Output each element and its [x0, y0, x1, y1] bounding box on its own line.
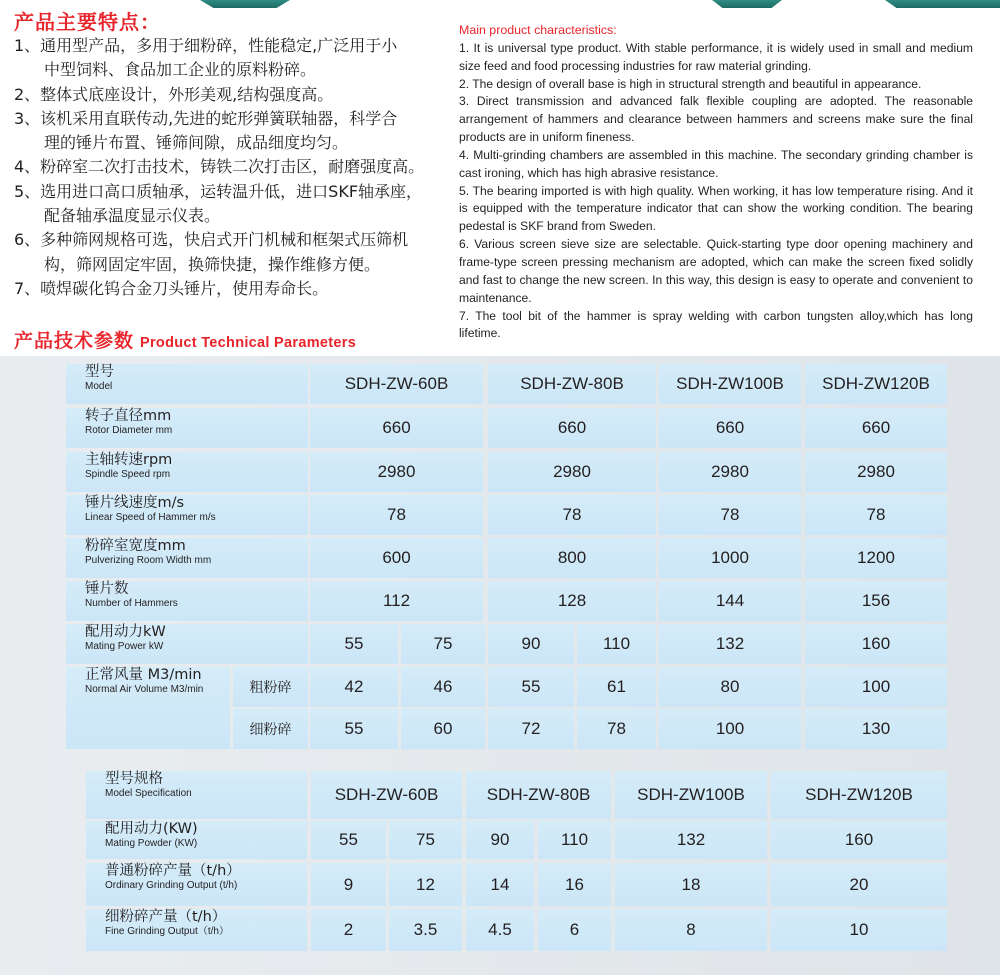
value-cell: 660 [659, 408, 801, 448]
feature-en-item: 7. The tool bit of the hammer is spray welding with carbon tungsten alloy,which has long lifetime. [459, 308, 973, 341]
feature-cn-line: 构，筛网固定牢固，换筛快捷，操作维修方便。 [44, 254, 381, 274]
value-cell: 16 [538, 863, 611, 906]
banner-fragment [885, 0, 1000, 8]
label-hammers [66, 581, 308, 621]
model-cell: SDH-ZW120B [805, 364, 947, 404]
params-table-2 [0, 762, 1000, 975]
value-cell: 46 [401, 667, 485, 707]
feature-cn-line: 2、整体式底座设计，外形美观,结构强度高。 [14, 84, 334, 104]
value-cell: 132 [659, 624, 801, 664]
sub-label-coarse: 粗粉碎 [233, 667, 308, 707]
label-air-volume [66, 667, 230, 749]
value-cell: 78 [310, 495, 483, 535]
value-cell: 660 [488, 408, 656, 448]
feature-cn-line: 3、该机采用直联传动,先进的蛇形弹簧联轴器，科学合 [14, 108, 398, 128]
label-en: Fine Grinding Output（t/h） [105, 926, 229, 937]
value-cell: 9 [311, 863, 386, 906]
label-linear-speed [66, 495, 308, 535]
features-en-block [459, 22, 973, 343]
features-cn-title: 产品主要特点： [14, 10, 161, 34]
feature-en-item: 6. Various screen sieve size are selectable. Quick-starting type door opening machinery and frame-type screen pressing mechanism are adopted, which can make the screen fixed solidly and fast to change the new screen. In this way, this design is easy to operate and convenient to maintenance. [459, 237, 973, 305]
value-cell: 132 [615, 821, 767, 859]
value-cell: 60 [401, 709, 485, 749]
value-cell: 3.5 [389, 909, 462, 951]
params-table-1 [0, 356, 1000, 762]
value-cell: 4.5 [466, 909, 534, 951]
value-cell: 61 [577, 667, 656, 707]
label-cn: 锤片线速度m/s [85, 495, 185, 511]
feature-cn-line: 配备轴承温度显示仪表。 [44, 206, 221, 226]
value-cell: 144 [659, 581, 801, 621]
feature-en-item: 5. The bearing imported is with high quality. When working, it has low temperature rising. And it is equipped with the temperature indicator that can show the working condition. The bearing pedestal is SKF brand from Sweden. [459, 183, 973, 234]
value-cell: 1000 [659, 538, 801, 578]
label-en: Linear Speed of Hammer m/s [85, 512, 216, 523]
value-cell: 660 [805, 408, 947, 448]
label-cn: 锤片数 [85, 581, 129, 597]
label-spindle [66, 452, 308, 492]
value-cell: 100 [659, 709, 801, 749]
label-power-kw [86, 821, 307, 859]
value-cell: 55 [310, 624, 398, 664]
feature-en-item: 1. It is universal type product. With stable performance, it is widely used in small and medium size feed and food processing industries for raw material grinding. [459, 40, 973, 73]
label-cn: 正常风量 M3/min [85, 667, 202, 683]
value-cell: 78 [805, 495, 947, 535]
features-en-title: Main product characteristics: [459, 23, 617, 37]
feature-en-item: 2. The design of overall base is high in structural strength and beautiful in appearance. [459, 76, 922, 91]
value-cell: 72 [488, 709, 574, 749]
value-cell: 2980 [659, 452, 801, 492]
label-ordinary-output [86, 863, 307, 906]
params-title-cn: 产品技术参数 [14, 330, 135, 352]
label-cn: 型号 [85, 364, 114, 380]
value-cell: 130 [805, 709, 947, 749]
feature-cn-line: 中型饲料、食品加工企业的原料粉碎。 [44, 60, 317, 80]
feature-cn-line: 1、通用型产品，多用于细粉碎，性能稳定,广泛用于小 [14, 36, 398, 55]
value-cell: 110 [538, 821, 611, 859]
model-cell: SDH-ZW120B [771, 771, 947, 819]
feature-en-item: 3. Direct transmission and advanced falk flexible coupling are adopted. The reasonable arrangement of hammers and clearance between hammers and screens make sure the final products are in uniform fineness. [459, 94, 973, 145]
feature-cn-line: 理的锤片布置、锤筛间隙，成品细度均匀。 [44, 133, 349, 153]
value-cell: 75 [401, 624, 485, 664]
value-cell: 42 [310, 667, 398, 707]
feature-cn-line: 6、多种筛网规格可选，快启式开门机械和框架式压筛机 [14, 230, 409, 250]
label-en: Pulverizing Room Width mm [85, 555, 212, 566]
value-cell: 20 [771, 863, 947, 906]
model-cell: SDH-ZW100B [615, 771, 767, 819]
label-en: Mating Powder (KW) [105, 838, 198, 849]
value-cell: 2980 [488, 452, 656, 492]
model-cell: SDH-ZW-80B [488, 364, 656, 404]
value-cell: 75 [389, 821, 462, 859]
label-cn: 粉碎室宽度mm [85, 538, 186, 554]
value-cell: 78 [577, 709, 656, 749]
label-cn: 转子直径mm [85, 408, 172, 424]
feature-cn-line: 5、选用进口高口质轴承，运转温升低，进口SKF轴承座， [14, 181, 423, 201]
value-cell: 90 [466, 821, 534, 859]
sub-label-fine: 细粉碎 [233, 709, 308, 749]
label-cn: 型号规格 [105, 771, 163, 787]
value-cell: 8 [615, 909, 767, 951]
label-en: Model Specification [105, 788, 192, 799]
value-cell: 600 [310, 538, 483, 578]
value-cell: 160 [805, 624, 947, 664]
label-cn: 配用动力kW [85, 624, 166, 640]
label-model-spec [86, 771, 307, 819]
value-cell: 2980 [310, 452, 483, 492]
value-cell: 12 [389, 863, 462, 906]
label-en: Spindle Speed rpm [85, 469, 171, 480]
value-cell: 6 [538, 909, 611, 951]
label-power [66, 624, 308, 664]
model-cell: SDH-ZW-60B [310, 364, 483, 404]
value-cell: 660 [310, 408, 483, 448]
params-title [14, 326, 356, 353]
value-cell: 112 [310, 581, 483, 621]
value-cell: 55 [311, 821, 386, 859]
value-cell: 800 [488, 538, 656, 578]
label-en: Number of Hammers [85, 598, 178, 609]
label-en: Mating Power kW [85, 641, 164, 652]
model-cell: SDH-ZW100B [659, 364, 801, 404]
model-cell: SDH-ZW-60B [311, 771, 462, 819]
value-cell: 78 [488, 495, 656, 535]
label-en: Model [85, 381, 113, 392]
feature-en-item: 4. Multi-grinding chambers are assembled in this machine. The secondary grinding chamber is cast ironing, which has high abrasive resistance. [459, 147, 973, 180]
value-cell: 1200 [805, 538, 947, 578]
value-cell: 78 [659, 495, 801, 535]
params-title-en: Product Technical Parameters [140, 335, 357, 351]
label-en: Rotor Diameter mm [85, 425, 173, 436]
label-cn: 配用动力(KW) [105, 821, 198, 837]
label-en: Ordinary Grinding Output (t/h) [105, 880, 238, 891]
value-cell: 110 [577, 624, 656, 664]
label-room-width [66, 538, 308, 578]
value-cell: 128 [488, 581, 656, 621]
value-cell: 10 [771, 909, 947, 951]
banner-fragment [712, 0, 782, 8]
banner-fragment [200, 0, 290, 8]
value-cell: 80 [659, 667, 801, 707]
value-cell: 14 [466, 863, 534, 906]
value-cell: 2980 [805, 452, 947, 492]
label-en: Normal Air Volume M3/min [85, 684, 204, 695]
value-cell: 156 [805, 581, 947, 621]
model-cell: SDH-ZW-80B [466, 771, 611, 819]
label-cn: 主轴转速rpm [85, 452, 173, 468]
value-cell: 2 [311, 909, 386, 951]
label-cn: 细粉碎产量（t/h） [105, 909, 227, 925]
value-cell: 90 [488, 624, 574, 664]
feature-cn-line: 7、喷焊碳化钨合金刀头锤片，使用寿命长。 [14, 278, 329, 298]
value-cell: 18 [615, 863, 767, 906]
features-cn-list [14, 34, 439, 301]
label-model [66, 364, 308, 404]
label-cn: 普通粉碎产量（t/h） [105, 863, 241, 879]
value-cell: 55 [488, 667, 574, 707]
label-rotor [66, 408, 308, 448]
value-cell: 100 [805, 667, 947, 707]
value-cell: 55 [310, 709, 398, 749]
value-cell: 160 [771, 821, 947, 859]
feature-cn-line: 4、粉碎室二次打击技术，铸铁二次打击区，耐磨强度高。 [14, 157, 425, 177]
label-fine-output [86, 909, 307, 951]
